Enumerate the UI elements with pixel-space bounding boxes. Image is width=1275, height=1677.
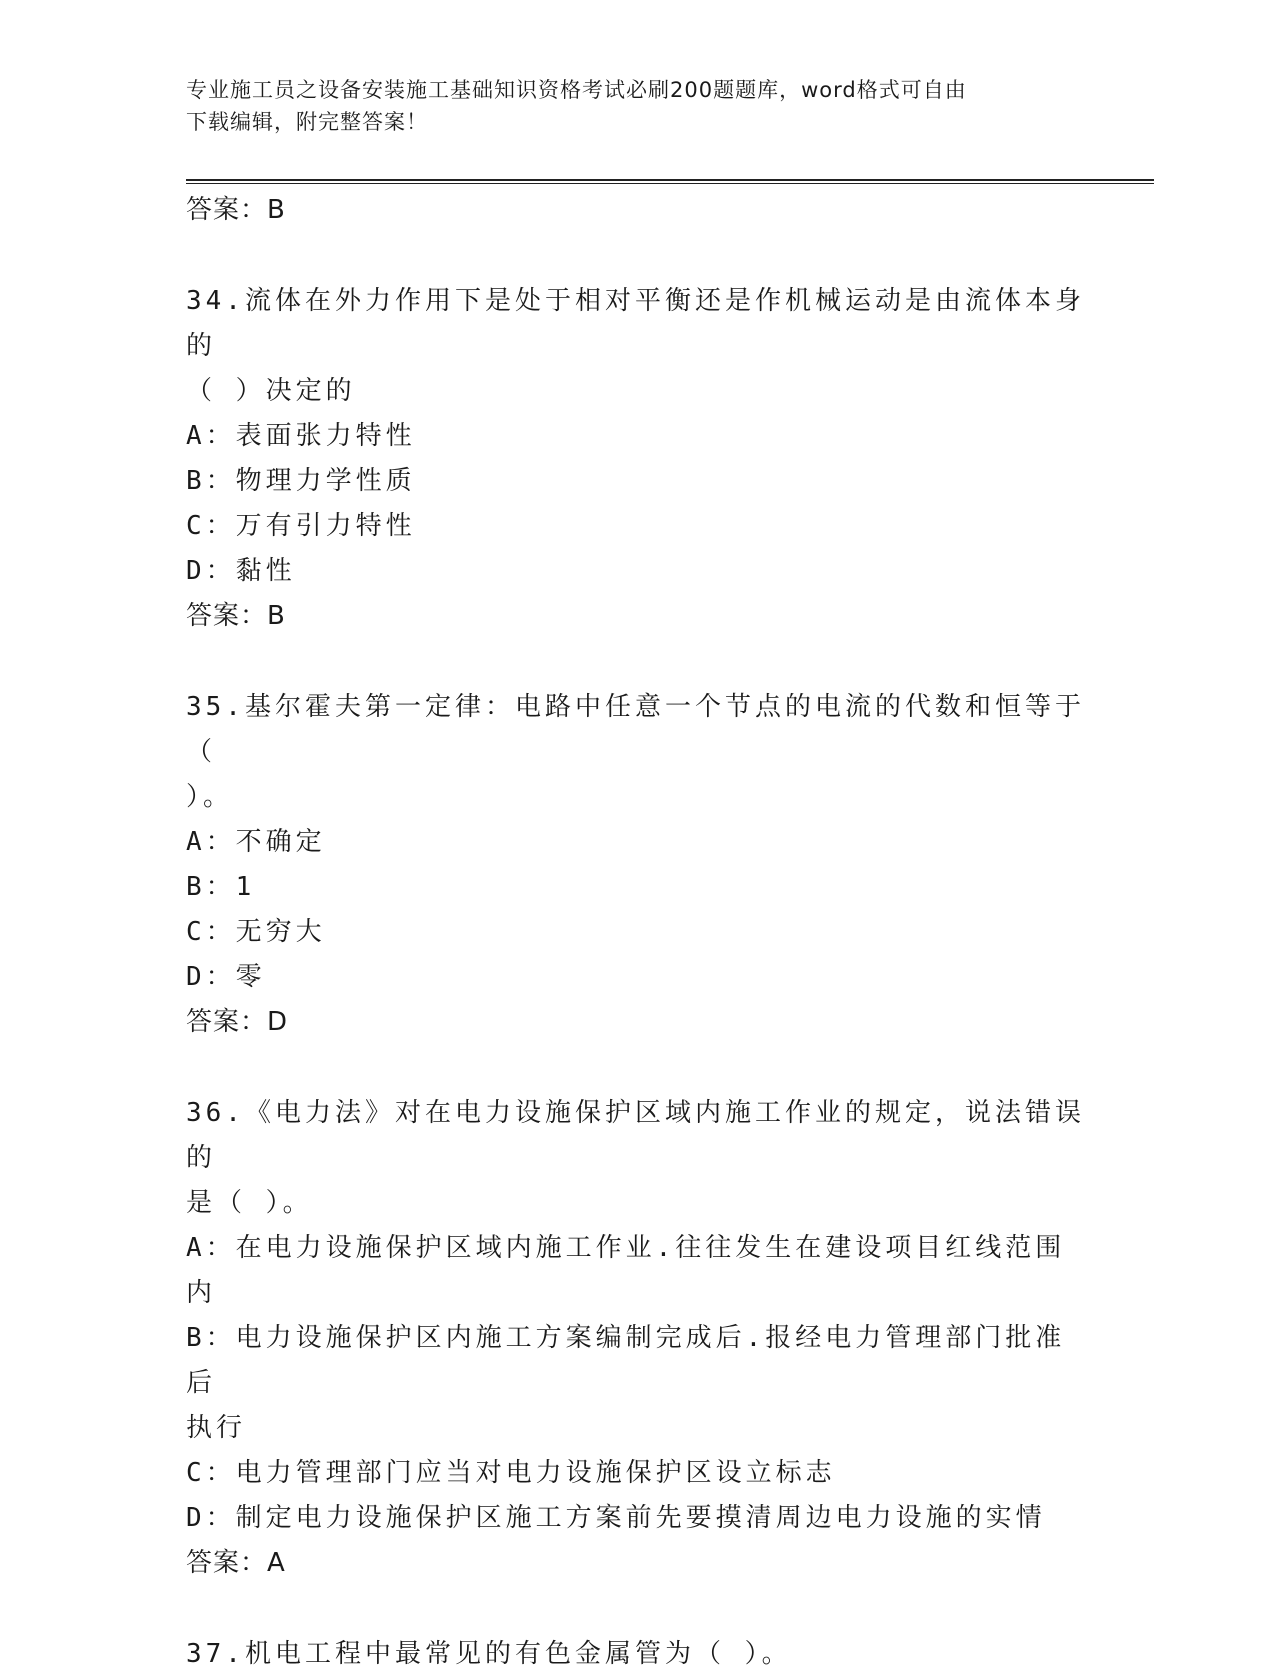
option-c: C：万有引力特性 bbox=[186, 511, 416, 541]
previous-answer: 答案：B bbox=[186, 195, 286, 225]
question-text-line: （ ）决定的 bbox=[186, 376, 356, 406]
question-text-line: ）。 bbox=[186, 782, 234, 812]
question-text-line: 35.基尔霍夫第一定律：电路中任意一个节点的电流的代数和恒等于（ bbox=[186, 692, 1085, 767]
option-b: B：电力设施保护区内施工方案编制完成后.报经电力管理部门批准后 bbox=[186, 1323, 1066, 1398]
option-d: D：制定电力设施保护区施工方案前先要摸清周边电力设施的实情 bbox=[186, 1503, 1046, 1533]
question-list bbox=[186, 188, 1086, 1677]
option-a: A：在电力设施保护区域内施工作业.往往发生在建设项目红线范围内 bbox=[186, 1233, 1066, 1308]
question-item bbox=[186, 1091, 1086, 1586]
spacer bbox=[186, 1586, 1086, 1632]
answer-line: 答案：B bbox=[186, 601, 286, 631]
header-divider-thin bbox=[186, 183, 1154, 184]
question-item bbox=[186, 685, 1086, 1045]
document-header bbox=[186, 74, 1066, 138]
question-text-line: 36.《电力法》对在电力设施保护区域内施工作业的规定，说法错误的 bbox=[186, 1098, 1085, 1173]
option-d: D：零 bbox=[186, 962, 266, 992]
option-b-continued: 执行 bbox=[186, 1413, 247, 1443]
option-c: C：电力管理部门应当对电力设施保护区设立标志 bbox=[186, 1458, 836, 1488]
header-line-1: 专业施工员之设备安装施工基础知识资格考试必刷200题题库，word格式可自由 bbox=[186, 78, 967, 102]
spacer bbox=[186, 233, 1086, 279]
answer-line: 答案：A bbox=[186, 1548, 286, 1578]
option-a: A：不确定 bbox=[186, 827, 326, 857]
question-item bbox=[186, 1632, 1086, 1677]
spacer bbox=[186, 639, 1086, 685]
header-divider bbox=[186, 179, 1154, 181]
option-c: C：无穷大 bbox=[186, 917, 326, 947]
question-text-line: 37.机电工程中最常见的有色金属管为（ ）。 bbox=[186, 1639, 792, 1669]
answer-line: 答案：D bbox=[186, 1007, 289, 1037]
question-text-line: 34.流体在外力作用下是处于相对平衡还是作机械运动是由流体本身的 bbox=[186, 286, 1085, 361]
option-b: B：1 bbox=[186, 872, 256, 902]
option-a: A：表面张力特性 bbox=[186, 421, 416, 451]
question-item bbox=[186, 279, 1086, 639]
option-d: D：黏性 bbox=[186, 556, 296, 586]
option-b: B：物理力学性质 bbox=[186, 466, 416, 496]
spacer bbox=[186, 1045, 1086, 1091]
question-text-line: 是（ ）。 bbox=[186, 1188, 313, 1218]
header-line-2: 下载编辑，附完整答案！ bbox=[186, 110, 428, 134]
